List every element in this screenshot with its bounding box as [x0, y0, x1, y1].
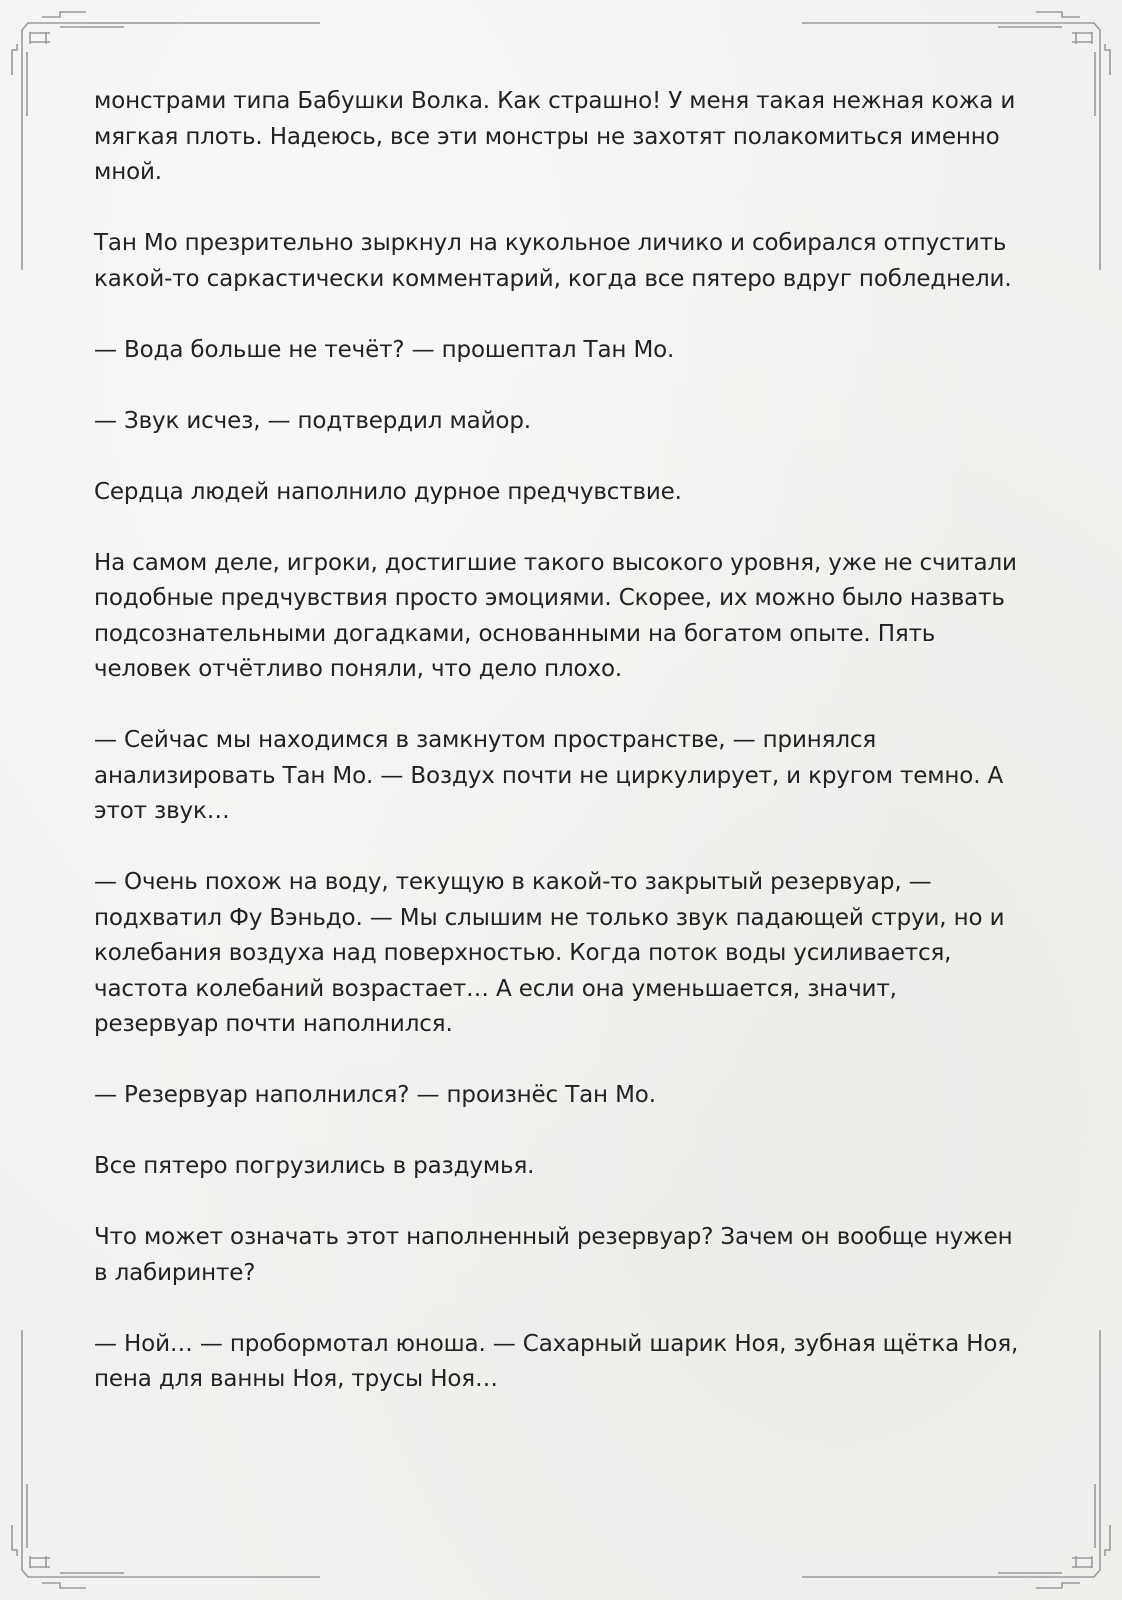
- paragraph: монстрами типа Бабушки Волка. Как страшно! У меня такая нежная кожа и мягкая плоть. Надеюсь, все эти монстры не захотят полакомиться именно мной.: [94, 88, 1016, 185]
- paragraph: — Резервуар наполнился? — произнёс Тан Мо.: [94, 1082, 656, 1108]
- paragraph: — Сейчас мы находимся в замкнутом пространстве, — принялся анализировать Тан Мо. — Воздух почти не циркулирует, и кругом темно. А этот звук…: [94, 727, 1004, 824]
- paragraph: — Звук исчез, — подтвердил майор.: [94, 407, 531, 434]
- paragraph: — Очень похож на воду, текущую в какой-то закрытый резервуар, — подхватил Фу Вэньдо. — Мы слышим не только звук падающей струи, но и колебания воздуха над поверхностью. Когда поток воды усиливается, частота колебаний возрастает… А если она уменьшается, значит, резервуар почти наполнился.: [94, 869, 1005, 1037]
- paragraph: Тан Мо презрительно зыркнул на кукольное личико и собирался отпустить какой-то саркастически комментарий, когда все пятеро вдруг побледнели.: [94, 230, 1012, 292]
- paragraph: На самом деле, игроки, достигшие такого высокого уровня, уже не считали подобные предчувствия просто эмоциями. Скорее, их можно было назвать подсознательными догадками, основанными на богатом опыте. Пять человек отчётливо поняли, что дело плохо.: [94, 549, 1017, 682]
- paragraph: — Ной… — пробормотал юноша. — Сахарный шарик Ноя, зубная щётка Ноя, пена для ванны Ноя, трусы Ноя…: [94, 1330, 1019, 1392]
- paragraph: — Вода больше не течёт? — прошептал Тан Мо.: [94, 336, 675, 363]
- paragraph: Сердца людей наполнило дурное предчувствие.: [94, 478, 682, 505]
- paragraph: Все пятеро погрузились в раздумья.: [94, 1153, 535, 1179]
- document-body: [94, 84, 1024, 1398]
- paragraph: Что может означать этот наполненный резервуар? Зачем он вообще нужен в лабиринте?: [94, 1224, 1013, 1286]
